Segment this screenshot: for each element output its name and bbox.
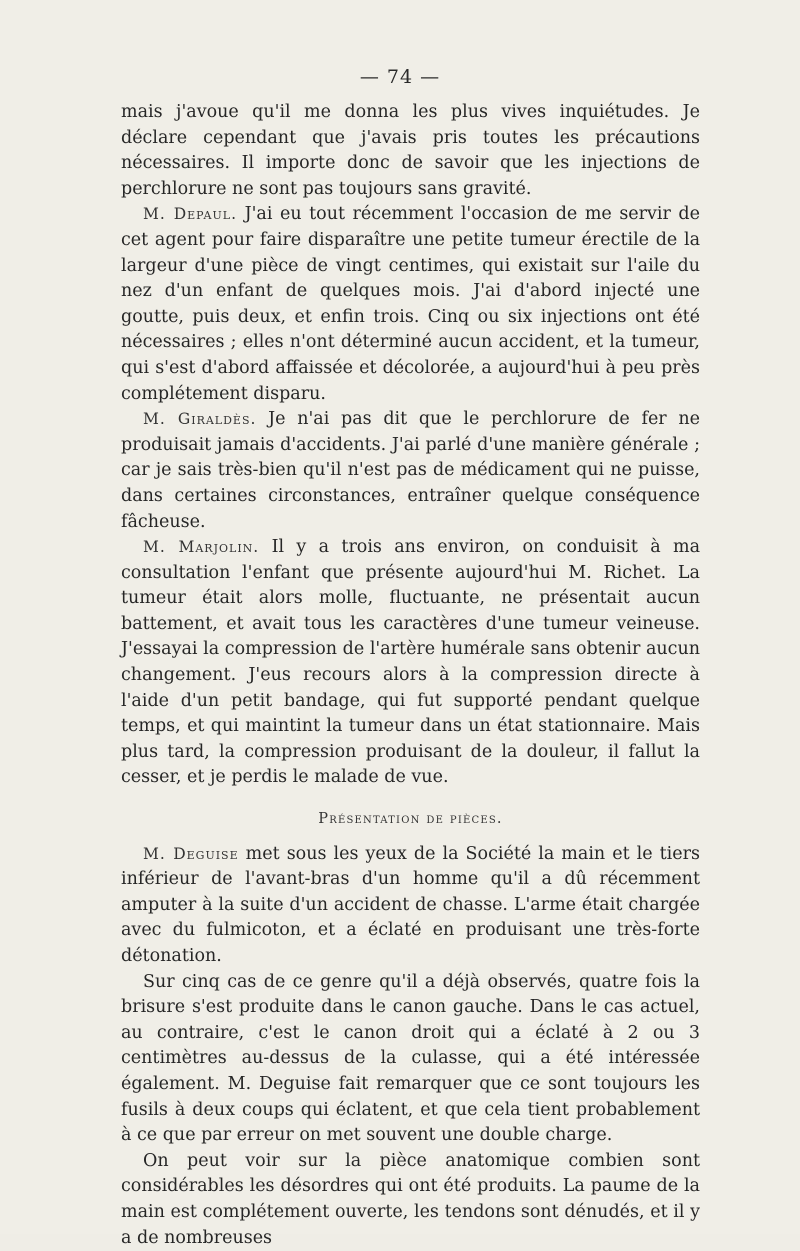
section-heading: Présentation de pièces. [318,811,503,828]
paragraph-piece-anatomique [121,1149,700,1251]
speaker-name: M. Deguise [143,844,239,863]
speaker-name: M. Giraldès. [143,410,257,429]
page-number: — 74 — [359,66,441,88]
paragraph-giraldes [121,407,700,535]
paragraph-continuation [121,100,700,202]
paragraph-text: On peut voir sur la pièce anatomique combien sont considérables les désordres qui ont été produits. La paume de la main est complétement ouverte, les tendons sont dénudés, et il y a de nombreuses [121,1150,700,1248]
paragraph-deguise [121,842,700,970]
page-body [121,100,700,1251]
paragraph-depaul [121,202,700,407]
paragraph-text: met sous les yeux de la Société la main et le tiers inférieur de l'avant-bras d'un homme qu'il a dû récemment amputer à la suite d'un accident de chasse. L'arme était chargée avec du fulmicoton, et a éclaté en produisant une très-forte détonation. [121,843,700,966]
paragraph-text: Il y a trois ans environ, on conduisit à ma consultation l'enfant que présente aujourd'hui M. Richet. La tumeur était alors molle, fluctuante, ne présentait aucun battement, et avait tous les caractères d'une tumeur veineuse. J'essayai la compression de l'artère humérale sans obtenir aucun changement. J'eus recours alors à la compression directe à l'aide d'un petit bandage, qui fut supporté pendant quelque temps, et qui maintint la tumeur dans un état stationnaire. Mais plus tard, la compression produisant de la douleur, il fallut la cesser, et je perdis le malade de vue. [121,537,700,788]
paragraph-cinq-cas [121,970,700,1149]
speaker-name: M. Marjolin. [143,538,260,557]
paragraph-marjolin [121,535,700,791]
paragraph-text: Je n'ai pas dit que le perchlorure de fer ne produisait jamais d'accidents. J'ai parlé d'une manière générale ; car je sais très-bien qu'il n'est pas de médicament qui ne puisse, dans certaines circonstances, entraîner quelque conséquence fâcheuse. [121,409,700,532]
paragraph-text: mais j'avoue qu'il me donna les plus vives inquiétudes. Je déclare cependant que j'avais pris toutes les précautions nécessaires. Il importe donc de savoir que les injections de perchlorure ne sont pas toujours sans gravité. [121,102,700,199]
paragraph-text: Sur cinq cas de ce genre qu'il a déjà observés, quatre fois la brisure s'est produite dans le canon gauche. Dans le cas actuel, au contraire, c'est le canon droit qui a éclaté à 2 ou 3 centimètres au-dessus de la culasse, qui a été intéressée également. M. Deguise fait remarquer que ce sont toujours les fusils à deux coups qui éclatent, et que cela tient probablement à ce que par erreur on met souvent une double charge. [121,971,700,1146]
speaker-name: M. Depaul. [143,205,238,224]
paragraph-text: J'ai eu tout récemment l'occasion de me servir de cet agent pour faire disparaître une petite tumeur érectile de la largeur d'une pièce de vingt centimes, qui existait sur l'aile du nez d'un enfant de quelques mois. J'ai d'abord injecté une goutte, puis deux, et enfin trois. Cinq ou six injections ont été nécessaires ; elles n'ont déterminé aucun accident, et la tumeur, qui s'est d'abord affaissée et décolorée, a aujourd'hui à peu près complétement disparu. [121,204,700,404]
